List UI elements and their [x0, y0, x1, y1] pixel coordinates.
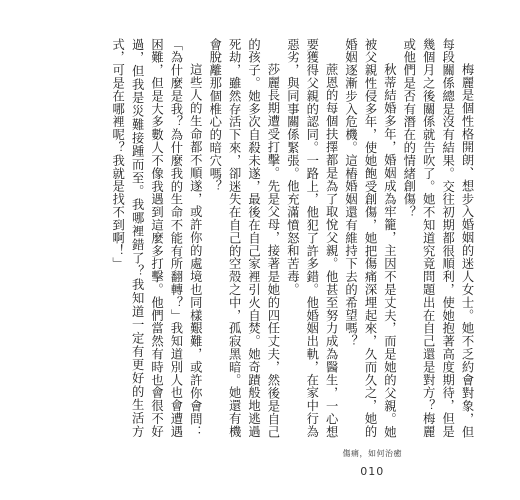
- paragraph-1: 梅麗是個性格開朗、想步入婚姻的迷人女士。她不乏約會對象，但每段關係總是沒有結果。交往初期都很順利，使她抱著高度期待，但是幾個月之後關係就告吹了。她不知道究竟問題出在自己還是對方？梅麗或他們是否有潛在的情緒創傷？: [401, 38, 474, 438]
- paragraph-5: 這些人的生命都不順遂，或許你的處境也同樣艱難，或許你會問：「為什麼是我？為什麼我的生命不能有所翻轉？」我知道別人也會遭遇困難，但是大多數人不像我遇到這麼多打擊。他們當然有時也會很不好過，但我是災難接踵而至。我哪裡錯了？我知道一定有更好的生活方式，可是在哪裡呢？我就是找不到啊！」: [110, 38, 203, 438]
- page-footer: [343, 448, 403, 478]
- body-text: [46, 38, 476, 438]
- paragraph-2: 秋蒂結婚多年，婚姻成為牢籠，主因不是丈夫，而是她的父親。她被父親性侵多年，使她飽受創傷，她把傷痛深埋起來，久而久之，她的婚姻逐漸步入危機。這樁婚姻還有維持下去的希望嗎？: [343, 38, 397, 438]
- running-title: 傷痛，如何治癒: [342, 449, 402, 458]
- paragraph-4: 莎麗長期遭受打擊。先是父母，接著是她的四任丈夫，然後是自己的孩子。她多次自殺未遂，最後在自己家裡引火自焚。她奇蹟般地逃過死劫，雖然存活下來，卻迷失在自己的空殼之中，孤寂黑暗。她還有機會脫離那個椎心的暗穴嗎？: [207, 38, 280, 438]
- page-number: 010: [360, 465, 385, 478]
- paragraph-3: 蔗恩的每個扶擇都是為了取悅父親。他甚至努力成為醫生，一心想要獲得父親的認同。一路上，他犯了許多錯。他婚姻出軌，在家中行為惡劣，與同事關係緊張。他充滿憤怒和苦毒。: [285, 38, 339, 438]
